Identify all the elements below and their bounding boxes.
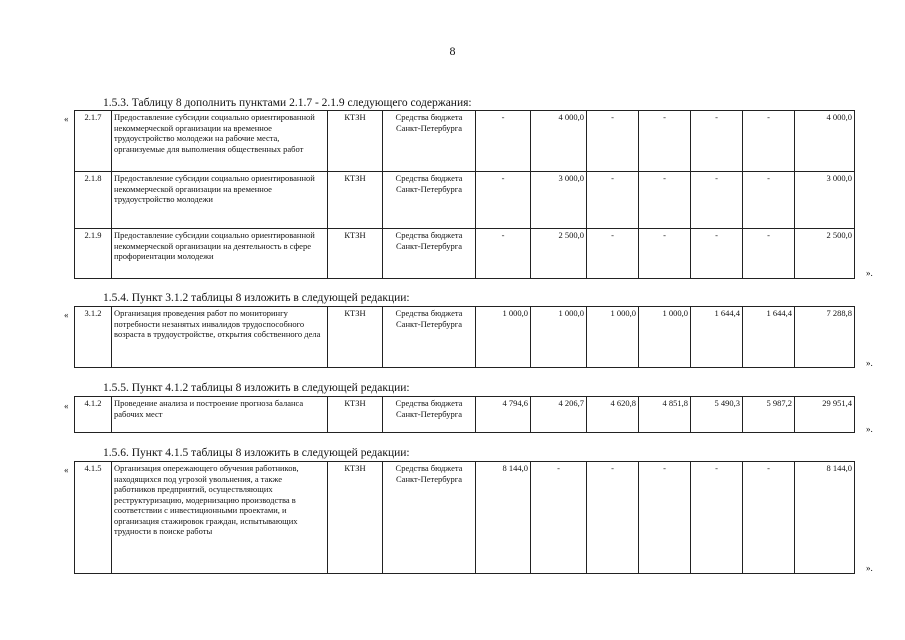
row-org: КТЗН xyxy=(328,229,383,279)
row-value: - xyxy=(531,462,587,574)
table-row xyxy=(75,462,855,574)
row-text: Организация проведения работ по мониторингу потребности незанятых инвалидов трудоспособного возраста в трудоустройстве, открытия собственного дела xyxy=(112,307,328,368)
row-value: - xyxy=(691,229,743,279)
row-value: - xyxy=(691,111,743,172)
section-154-close-quote: ». xyxy=(866,358,873,368)
section-153-table xyxy=(74,110,855,279)
table-row xyxy=(75,229,855,279)
section-155-heading: 1.5.5. Пункт 4.1.2 таблицы 8 изложить в следующей редакции: xyxy=(103,382,410,394)
row-value: 1 000,0 xyxy=(531,307,587,368)
row-org: КТЗН xyxy=(328,111,383,172)
section-155-table xyxy=(74,396,855,433)
row-text: Предоставление субсидии социально ориентированной некоммерческой организации на временное трудоустройство молодежи на рабочие места, организуемые для выполнения общественных работ xyxy=(112,111,328,172)
row-value: - xyxy=(476,172,531,229)
row-value: - xyxy=(476,111,531,172)
row-total: 4 000,0 xyxy=(795,111,855,172)
row-code: 4.1.2 xyxy=(75,397,112,433)
section-156-heading: 1.5.6. Пункт 4.1.5 таблицы 8 изложить в следующей редакции: xyxy=(103,447,410,459)
row-source: Средства бюджета Санкт-Петербурга xyxy=(383,172,476,229)
row-code: 2.1.8 xyxy=(75,172,112,229)
row-value: - xyxy=(743,172,795,229)
table-row xyxy=(75,172,855,229)
row-value: 4 206,7 xyxy=(531,397,587,433)
row-total: 8 144,0 xyxy=(795,462,855,574)
row-source: Средства бюджета Санкт-Петербурга xyxy=(383,229,476,279)
row-value: - xyxy=(691,172,743,229)
row-value: 1 000,0 xyxy=(639,307,691,368)
row-value: - xyxy=(743,111,795,172)
section-156-close-quote: ». xyxy=(866,563,873,573)
row-value: 5 490,3 xyxy=(691,397,743,433)
row-value: - xyxy=(639,172,691,229)
row-value: - xyxy=(587,462,639,574)
row-value: 1 644,4 xyxy=(743,307,795,368)
row-text: Предоставление субсидии социально ориентированной некоммерческой организации на деятельность в сфере профориентации молодежи xyxy=(112,229,328,279)
section-153-heading: 1.5.3. Таблицу 8 дополнить пунктами 2.1.7 - 2.1.9 следующего содержания: xyxy=(103,97,472,109)
table-row xyxy=(75,397,855,433)
section-153-close-quote: ». xyxy=(866,268,873,278)
row-source: Средства бюджета Санкт-Петербурга xyxy=(383,307,476,368)
table-row xyxy=(75,307,855,368)
row-value: 4 794,6 xyxy=(476,397,531,433)
row-value: 4 000,0 xyxy=(531,111,587,172)
row-code: 4.1.5 xyxy=(75,462,112,574)
row-value: 4 620,8 xyxy=(587,397,639,433)
page-number: 8 xyxy=(449,44,456,58)
row-value: - xyxy=(639,462,691,574)
section-156-open-quote: « xyxy=(64,465,69,475)
row-value: - xyxy=(476,229,531,279)
section-154-table xyxy=(74,306,855,368)
row-value: 5 987,2 xyxy=(743,397,795,433)
row-total: 29 951,4 xyxy=(795,397,855,433)
row-code: 3.1.2 xyxy=(75,307,112,368)
row-value: 1 000,0 xyxy=(476,307,531,368)
row-source: Средства бюджета Санкт-Петербурга xyxy=(383,397,476,433)
row-value: - xyxy=(587,229,639,279)
section-154-open-quote: « xyxy=(64,310,69,320)
row-text: Организация опережающего обучения работников, находящихся под угрозой увольнения, а также работников предприятий, осуществляющих реструктуризацию, модернизацию производства в соответствии с инвестиционными проектами, и организация стажировок граждан, испытывающих трудности в поиске работы xyxy=(112,462,328,574)
row-total: 2 500,0 xyxy=(795,229,855,279)
row-org: КТЗН xyxy=(328,172,383,229)
row-value: - xyxy=(743,229,795,279)
row-value: 8 144,0 xyxy=(476,462,531,574)
row-text: Проведение анализа и построение прогноза баланса рабочих мест xyxy=(112,397,328,433)
section-154-heading: 1.5.4. Пункт 3.1.2 таблицы 8 изложить в следующей редакции: xyxy=(103,292,410,304)
row-value: 4 851,8 xyxy=(639,397,691,433)
row-value: - xyxy=(691,462,743,574)
section-155-close-quote: ». xyxy=(866,424,873,434)
row-value: - xyxy=(639,111,691,172)
row-value: 3 000,0 xyxy=(531,172,587,229)
row-value: 1 000,0 xyxy=(587,307,639,368)
row-value: - xyxy=(743,462,795,574)
section-155-open-quote: « xyxy=(64,401,69,411)
row-value: 1 644,4 xyxy=(691,307,743,368)
row-org: КТЗН xyxy=(328,307,383,368)
row-org: КТЗН xyxy=(328,397,383,433)
table-row xyxy=(75,111,855,172)
row-value: - xyxy=(639,229,691,279)
row-total: 3 000,0 xyxy=(795,172,855,229)
row-value: - xyxy=(587,172,639,229)
row-code: 2.1.9 xyxy=(75,229,112,279)
row-text: Предоставление субсидии социально ориентированной некоммерческой организации на временное трудоустройство молодежи xyxy=(112,172,328,229)
row-org: КТЗН xyxy=(328,462,383,574)
row-total: 7 288,8 xyxy=(795,307,855,368)
row-value: - xyxy=(587,111,639,172)
section-156-table xyxy=(74,461,855,574)
row-source: Средства бюджета Санкт-Петербурга xyxy=(383,462,476,574)
row-source: Средства бюджета Санкт-Петербурга xyxy=(383,111,476,172)
section-153-open-quote: « xyxy=(64,114,69,124)
row-value: 2 500,0 xyxy=(531,229,587,279)
row-code: 2.1.7 xyxy=(75,111,112,172)
